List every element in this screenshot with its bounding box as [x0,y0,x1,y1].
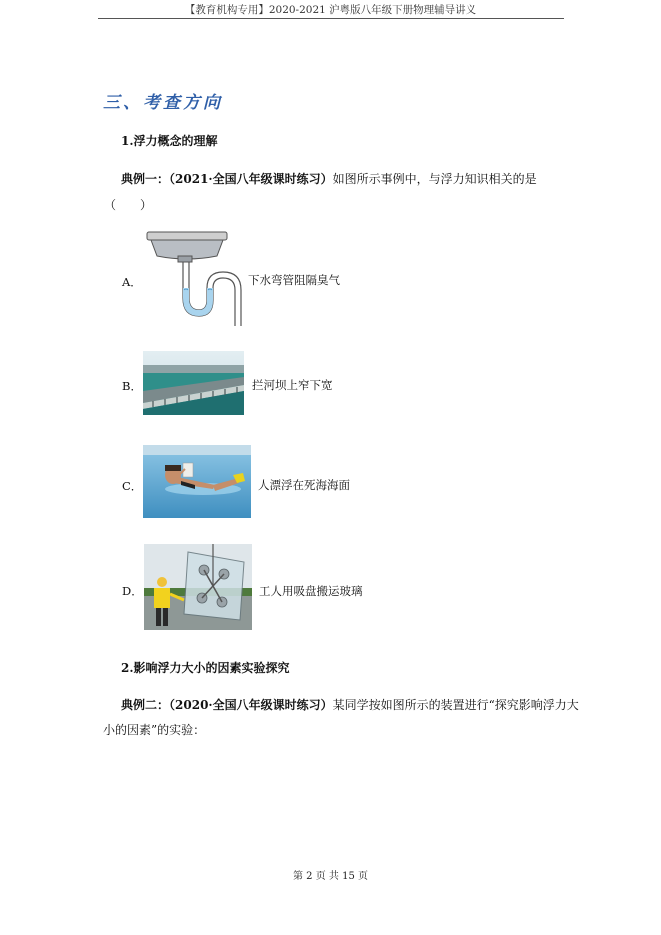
header-divider [98,18,564,19]
topic1-heading: 1.浮力概念的理解 [121,134,218,148]
example1-line [121,170,537,187]
option-c-text: 人漂浮在死海海面 [258,478,350,492]
option-d-letter: D． [122,584,143,598]
suction-cup-glass-picture [144,544,252,630]
option-c-letter: C． [122,479,143,493]
option-d-text: 工人用吸盘搬运玻璃 [259,584,363,598]
section-title: 三、考查方向 [103,93,223,113]
example2-line1 [121,696,579,713]
topic2-heading: 2.影响浮力大小的因素实验探究 [121,661,290,675]
example2-source: （2020·全国八年级课时练习） [169,698,333,712]
option-b-letter: B． [122,379,142,393]
example1-source: （2021·全国八年级课时练习） [169,172,333,186]
page-footer: 第 2 页 共 15 页 [293,871,368,882]
sink-drain-trap-picture [143,228,243,328]
example1-label: 典例一： [121,172,170,186]
page-header: 【教育机构专用】2020-2021 沪粤版八年级下册物理辅导讲义 [184,4,477,16]
dead-sea-floating-picture [143,445,251,518]
option-b-text: 拦河坝上窄下宽 [252,378,333,392]
river-dam-picture [143,351,244,415]
example1-question: 如图所示事例中，与浮力知识相关的是 [332,172,537,186]
option-a-text: 下水弯管阻隔臭气 [248,273,340,287]
example2-question-part1: 某同学按如图所示的装置进行“探究影响浮力大 [332,698,579,712]
answer-blank: （ ） [104,198,153,212]
example2-label: 典例二： [121,698,170,712]
example2-question-part2: 小的因素”的实验： [103,723,206,737]
option-a-letter: A． [122,275,142,289]
